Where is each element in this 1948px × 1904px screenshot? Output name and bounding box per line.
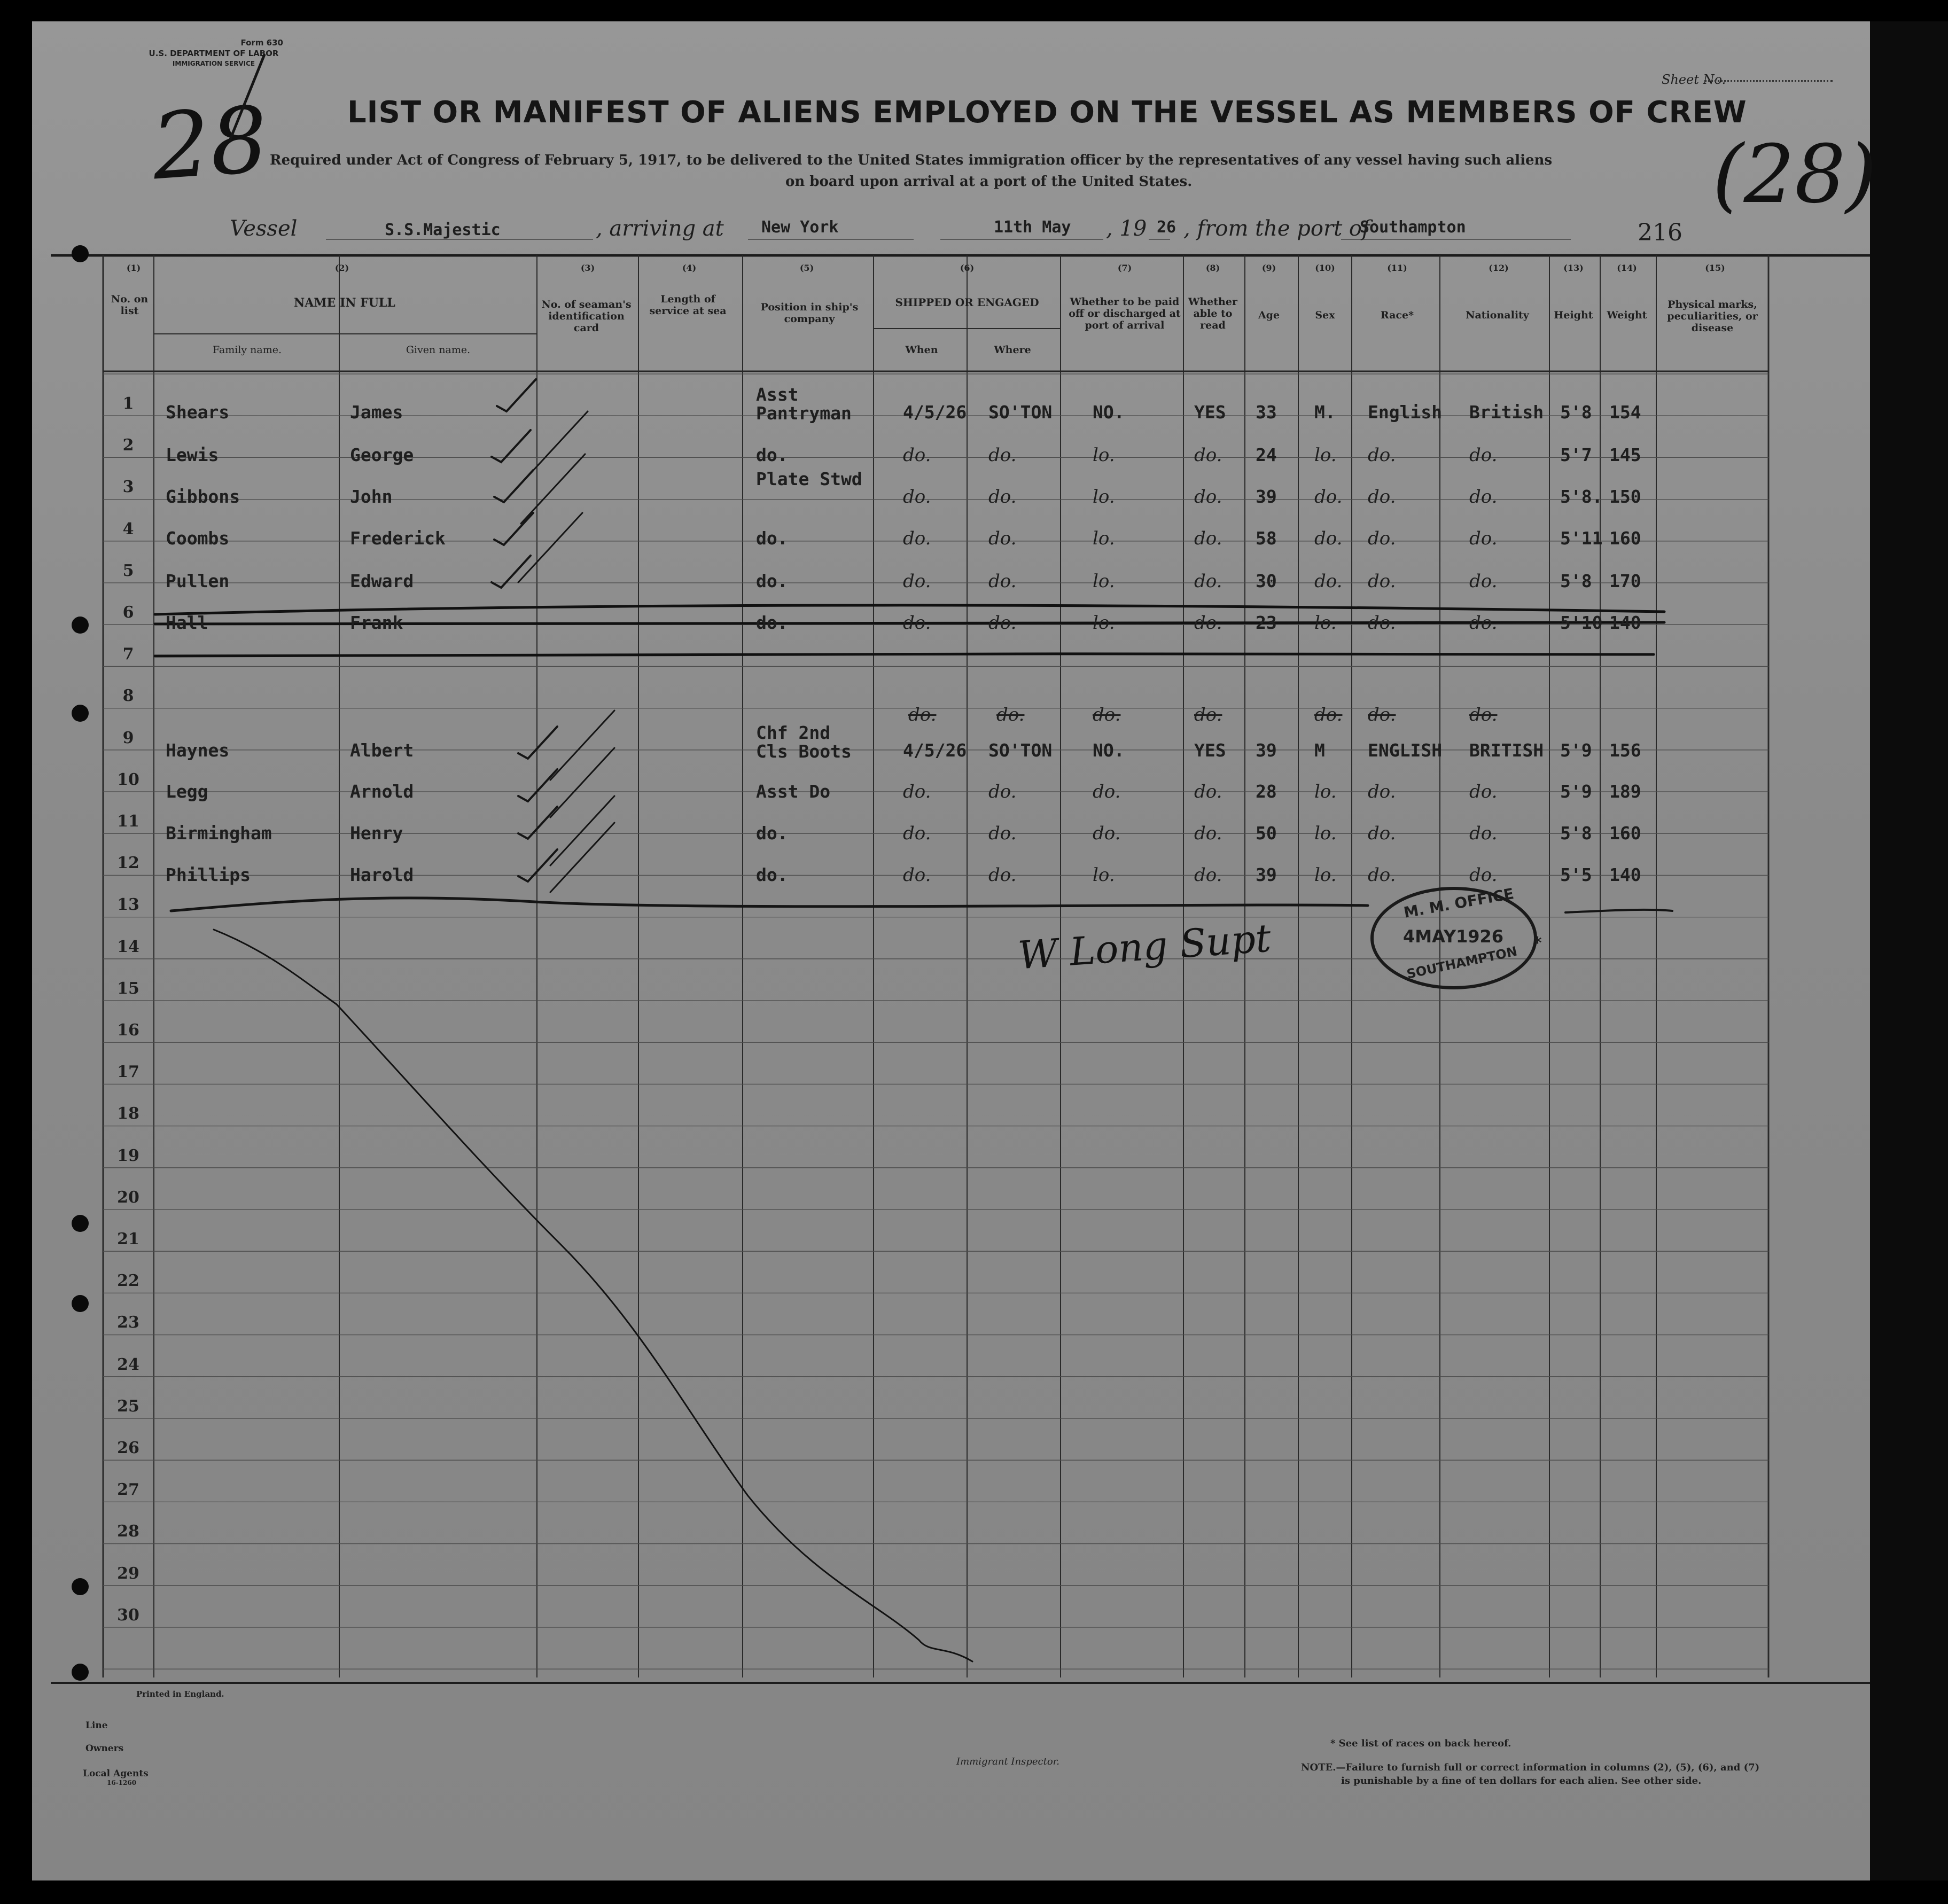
page-number: 216 [1638,219,1682,246]
checkmark-8 [518,807,557,839]
crew-shipped-where: do. [988,823,1017,844]
col-number-8: (8) [1205,263,1220,273]
crew-nationality: British [1469,402,1544,423]
binding-hole [72,1295,89,1312]
crew-given-name: Frederick [350,528,446,549]
crew-shipped-where: do. [988,781,1017,802]
crew-age: 39 [1256,864,1277,885]
crew-race: do. [1368,528,1396,549]
stamp-top-text: M. M. OFFICE [1402,885,1515,922]
crew-position: Plate Stwd [756,469,862,489]
crew-sex: lo. [1314,823,1337,844]
crew-weight: 150 [1609,486,1641,507]
crew-family-name: Hall [166,612,208,633]
header-physical-marks: Physical marks, peculiarities, or disease [1667,299,1758,334]
row-number: 1 [122,394,134,413]
row-number: 12 [117,854,139,873]
row-number: 23 [117,1313,139,1332]
page-right-edge [1870,21,1948,1880]
header-sex: Sex [1315,309,1335,321]
col-number-11: (11) [1387,263,1407,273]
col-number-14: (14) [1617,263,1637,273]
arrival-year: 26 [1157,218,1176,237]
col-number-9: (9) [1261,263,1276,273]
department-name: U.S. DEPARTMENT OF LABOR [149,49,279,59]
crew-height: 5'9 [1560,740,1592,761]
crew-given-name: Henry [350,823,403,844]
crew-position: do. [756,528,788,549]
crew-shipped-when: do. [903,486,931,508]
binding-hole [72,1664,89,1681]
footer-owners-label: Owners [85,1743,124,1754]
crew-race: ENGLISH [1368,740,1443,761]
crew-age: 28 [1256,781,1277,802]
crew-height: 5'8. [1560,486,1603,507]
header-no-on-list: No. on list [111,293,149,317]
crew-paid-off: lo. [1093,864,1115,886]
header-weight: Weight [1607,309,1647,321]
crew-nationality: do. [1469,612,1498,634]
crew-height: 5'8 [1560,823,1592,844]
crew-paid-off: NO. [1093,740,1125,761]
struck-ditto: do. [1093,704,1121,725]
crew-given-name: Frank [350,612,403,633]
crew-paid-off: lo. [1093,528,1115,549]
crew-nationality: do. [1469,781,1498,802]
col-number-1: (1) [126,263,141,273]
row-number: 14 [117,937,139,956]
header-race: Race* [1380,309,1414,321]
crew-age: 33 [1256,402,1277,423]
header-when: When [905,344,938,356]
header-nationality: Nationality [1466,309,1529,321]
row-number: 15 [117,979,139,998]
end-of-list-line [171,898,1368,911]
handwritten-signature: W Long Supt [1016,915,1273,978]
crew-shipped-where: do. [988,571,1017,592]
binding-hole [72,1215,89,1232]
handwritten-page-number-right: (28) [1712,128,1877,221]
crew-sex: M [1314,740,1325,761]
crew-given-name: Harold [350,864,414,885]
row-number: 22 [117,1271,139,1291]
crew-shipped-when: do. [903,571,931,592]
crew-age: 39 [1256,486,1277,507]
crew-sex: do. [1314,486,1343,508]
crew-nationality: do. [1469,864,1498,886]
crew-able-to-read: do. [1194,571,1222,592]
header-length-service: Length of service at sea [649,293,727,317]
crew-given-name: Arnold [350,781,414,802]
crew-shipped-when: 4/5/26 [903,402,967,423]
strike-row-7 [155,654,1654,656]
crew-shipped-when: 4/5/26 [903,740,967,761]
crew-shipped-when: do. [903,528,931,549]
col-number-15: (15) [1705,263,1725,273]
struck-ditto: do. [1368,704,1396,725]
crew-age: 30 [1256,571,1277,591]
handwritten-page-number-left: 28 [149,87,271,201]
stamp-bottom-text: SOUTHAMPTON [1405,943,1519,982]
checkmark-9 [518,849,557,881]
crew-weight: 160 [1609,528,1641,549]
crew-able-to-read: do. [1194,528,1222,549]
check-slash-7 [550,823,614,892]
printed-in-england: Printed in England. [136,1689,224,1699]
crew-shipped-when: do. [903,612,931,634]
crew-weight: 160 [1609,823,1641,844]
crew-family-name: Lewis [166,444,219,465]
checkmark-3 [494,470,533,502]
crew-shipped-when: do. [903,864,931,886]
header-age: Age [1258,309,1280,321]
col-number-7: (7) [1117,263,1132,273]
binding-hole [72,1578,89,1595]
struck-ditto: do. [1314,704,1343,725]
crew-position: do. [756,864,788,885]
crew-position: Asst Pantryman [756,384,852,424]
crew-given-name: Albert [350,740,414,761]
col-number-4: (4) [682,263,697,273]
crew-age: 23 [1256,612,1277,633]
crew-able-to-read: do. [1194,823,1222,844]
header-name-in-full: NAME IN FULL [294,296,395,310]
crew-shipped-when: do. [903,781,931,802]
crew-sex: lo. [1314,612,1337,634]
crew-able-to-read: do. [1194,781,1222,802]
row-number: 26 [117,1439,139,1457]
header-height: Height [1554,309,1593,321]
header-able-read: Whether able to read [1188,296,1237,331]
crew-race: do. [1368,864,1396,886]
crew-nationality: do. [1469,571,1498,592]
crew-able-to-read: do. [1194,444,1222,466]
row-number: 28 [117,1522,139,1541]
crew-paid-off: lo. [1093,486,1115,508]
checkmark-6 [518,727,557,759]
row-number: 27 [117,1480,139,1500]
crew-race: do. [1368,486,1396,508]
crew-race: do. [1368,781,1396,802]
crew-able-to-read: YES [1194,402,1226,423]
vessel-label: Vessel [230,216,298,241]
crew-family-name: Birmingham [166,823,272,844]
crew-weight: 140 [1609,612,1641,633]
header-seaman-card: No. of seaman's identification card [541,299,632,334]
struck-ditto: do. [1194,704,1222,725]
crew-age: 24 [1256,444,1277,465]
crew-able-to-read: do. [1194,486,1222,508]
crew-sex: lo. [1314,444,1337,466]
vessel-name: S.S.Majestic [385,221,501,239]
crew-shipped-where: SO'TON [988,740,1053,761]
col-number-12: (12) [1489,263,1509,273]
row-number: 20 [117,1188,139,1207]
header-shipped-engaged: SHIPPED OR ENGAGED [895,296,1039,309]
crew-height: 5'10 [1560,612,1603,633]
row-number: 21 [117,1230,139,1248]
sheet-number-label: Sheet No. [1662,72,1726,87]
from-port: Southampton [1360,218,1466,237]
crew-position: Asst Do [756,781,831,802]
crew-nationality: do. [1469,444,1498,466]
struck-ditto: do. [1469,704,1498,725]
penalty-note-line-1: NOTE.—Failure to furnish full or correct information in columns (2), (5), (6), and (7) [1301,1762,1760,1773]
row-number: 10 [117,770,139,789]
row-number: 7 [122,645,134,664]
crew-height: 5'7 [1560,444,1592,465]
row-number: 18 [117,1104,139,1123]
crew-weight: 145 [1609,444,1641,465]
binding-hole [72,245,89,262]
crew-able-to-read: do. [1194,864,1222,886]
subtitle-line-2: on board upon arrival at a port of the United States. [785,174,1193,190]
stamp-asterisk: * [1533,934,1542,953]
form-number: Form 630 [240,38,283,48]
header-family-name: Family name. [212,344,282,356]
crew-height: 5'8 [1560,402,1592,423]
crew-paid-off: NO. [1093,402,1125,423]
crew-age: 39 [1256,740,1277,761]
header-where: Where [994,344,1031,356]
row-number: 4 [122,519,134,539]
col-number-6: (6) [960,263,975,273]
row-number: 29 [117,1564,139,1583]
arrival-date: 11th May [994,218,1071,237]
crew-position: do. [756,571,788,591]
crew-race: English [1368,402,1443,423]
row-number: 24 [117,1355,139,1374]
crew-given-name: James [350,402,403,423]
crew-position: do. [756,823,788,844]
row-number: 6 [122,603,134,622]
col-number-2: (2) [334,263,349,273]
crew-sex: M. [1314,402,1336,423]
crew-nationality: do. [1469,823,1498,844]
checkmark-7 [518,769,557,801]
crew-family-name: Coombs [166,528,230,549]
crew-shipped-where: do. [988,612,1017,634]
col-number-13: (13) [1563,263,1584,273]
page-title: LIST OR MANIFEST OF ALIENS EMPLOYED ON THE VESSEL AS MEMBERS OF CREW [347,95,1747,130]
crew-sex: do. [1314,571,1343,592]
col-number-5: (5) [799,263,814,273]
crew-sex: do. [1314,528,1343,549]
crew-given-name: Edward [350,571,414,591]
crew-sex: lo. [1314,781,1337,802]
row-number: 19 [117,1146,139,1165]
crew-able-to-read: do. [1194,612,1222,634]
header-position: Position in ship's company [760,301,859,325]
check-slash-3 [518,513,582,582]
crew-family-name: Haynes [166,740,230,761]
crew-nationality: do. [1469,528,1498,549]
immigrant-inspector-label: Immigrant Inspector. [956,1756,1060,1767]
crew-race: do. [1368,444,1396,466]
crew-position: Chf 2nd Cls Boots [756,722,852,762]
crew-shipped-where: do. [988,444,1017,466]
race-footnote: * See list of races on back hereof. [1330,1738,1511,1749]
crew-height: 5'5 [1560,864,1592,885]
crew-shipped-when: do. [903,444,931,466]
header-paid-off: Whether to be paid off or discharged at port of arrival [1069,296,1181,331]
crew-weight: 170 [1609,571,1641,591]
footer-agents-label: Local Agents [83,1768,149,1779]
check-slash-1 [524,411,588,481]
crew-height: 5'11 [1560,528,1603,549]
check-slash-4 [550,711,614,780]
crew-weight: 140 [1609,864,1641,885]
footer-line-label: Line [85,1720,108,1731]
check-slash-2 [521,454,585,524]
crew-paid-off: lo. [1093,612,1115,634]
crew-given-name: John [350,486,393,507]
col-number-3: (3) [580,263,595,273]
crew-race: do. [1368,571,1396,592]
service-name: IMMIGRATION SERVICE [172,59,255,67]
diagonal-cancel-line [214,930,972,1661]
crew-family-name: Gibbons [166,486,240,507]
crew-shipped-when: do. [903,823,931,844]
crew-shipped-where: do. [988,528,1017,549]
penalty-note-line-2: is punishable by a fine of ten dollars for each alien. See other side. [1341,1775,1702,1786]
crew-height: 5'9 [1560,781,1592,802]
crew-family-name: Shears [166,402,230,423]
struck-ditto: do. [908,704,937,725]
stamp-date: 4MAY1926 [1403,926,1504,947]
row-number: 5 [122,561,134,580]
arrival-port: New York [761,218,839,237]
col-number-10: (10) [1315,263,1335,273]
row-number: 17 [117,1063,139,1082]
sheet-number-line [1704,80,1833,82]
year-prefix: , 19 [1106,216,1147,241]
header-given-name: Given name. [406,344,471,356]
footer-form-code: 16-1260 [107,1779,137,1786]
crew-weight: 156 [1609,740,1641,761]
crew-shipped-where: do. [988,486,1017,508]
crew-paid-off: do. [1093,781,1121,802]
subtitle-line-1: Required under Act of Congress of February 5, 1917, to be delivered to the United States immigration officer by the representatives of any vessel having such aliens [270,152,1553,168]
checkmark-1 [497,379,536,411]
row-number: 8 [122,686,134,706]
crew-height: 5'8 [1560,571,1592,591]
row-number: 30 [117,1605,139,1625]
crew-given-name: George [350,444,414,465]
row-number: 16 [117,1021,139,1040]
crew-able-to-read: YES [1194,740,1226,761]
crew-family-name: Pullen [166,571,230,591]
crew-race: do. [1368,612,1396,634]
arriving-label: , arriving at [596,216,724,241]
crew-family-name: Legg [166,781,208,802]
binding-hole [72,705,89,722]
row-number: 11 [117,812,139,831]
row-number: 13 [117,895,139,915]
row-number: 2 [122,436,134,455]
struck-ditto: do. [996,704,1025,725]
crew-nationality: do. [1469,486,1498,508]
row-number: 25 [117,1396,139,1416]
crew-age: 50 [1256,823,1277,844]
crew-weight: 154 [1609,402,1641,423]
crew-race: do. [1368,823,1396,844]
binding-hole [72,617,89,634]
crew-sex: lo. [1314,864,1337,886]
row-number: 3 [122,478,134,497]
crew-paid-off: lo. [1093,571,1115,592]
crew-nationality: BRITISH [1469,740,1544,761]
crew-weight: 189 [1609,781,1641,802]
crew-family-name: Phillips [166,864,251,885]
crew-shipped-where: SO'TON [988,402,1053,423]
crew-shipped-where: do. [988,864,1017,886]
crew-position: do. [756,612,788,633]
crew-paid-off: lo. [1093,444,1115,466]
crew-age: 58 [1256,528,1277,549]
crew-position: do. [756,444,788,465]
office-stamp [1370,887,1537,989]
from-port-label: , from the port of [1183,216,1370,241]
crew-paid-off: do. [1093,823,1121,844]
row-number: 9 [122,728,134,747]
